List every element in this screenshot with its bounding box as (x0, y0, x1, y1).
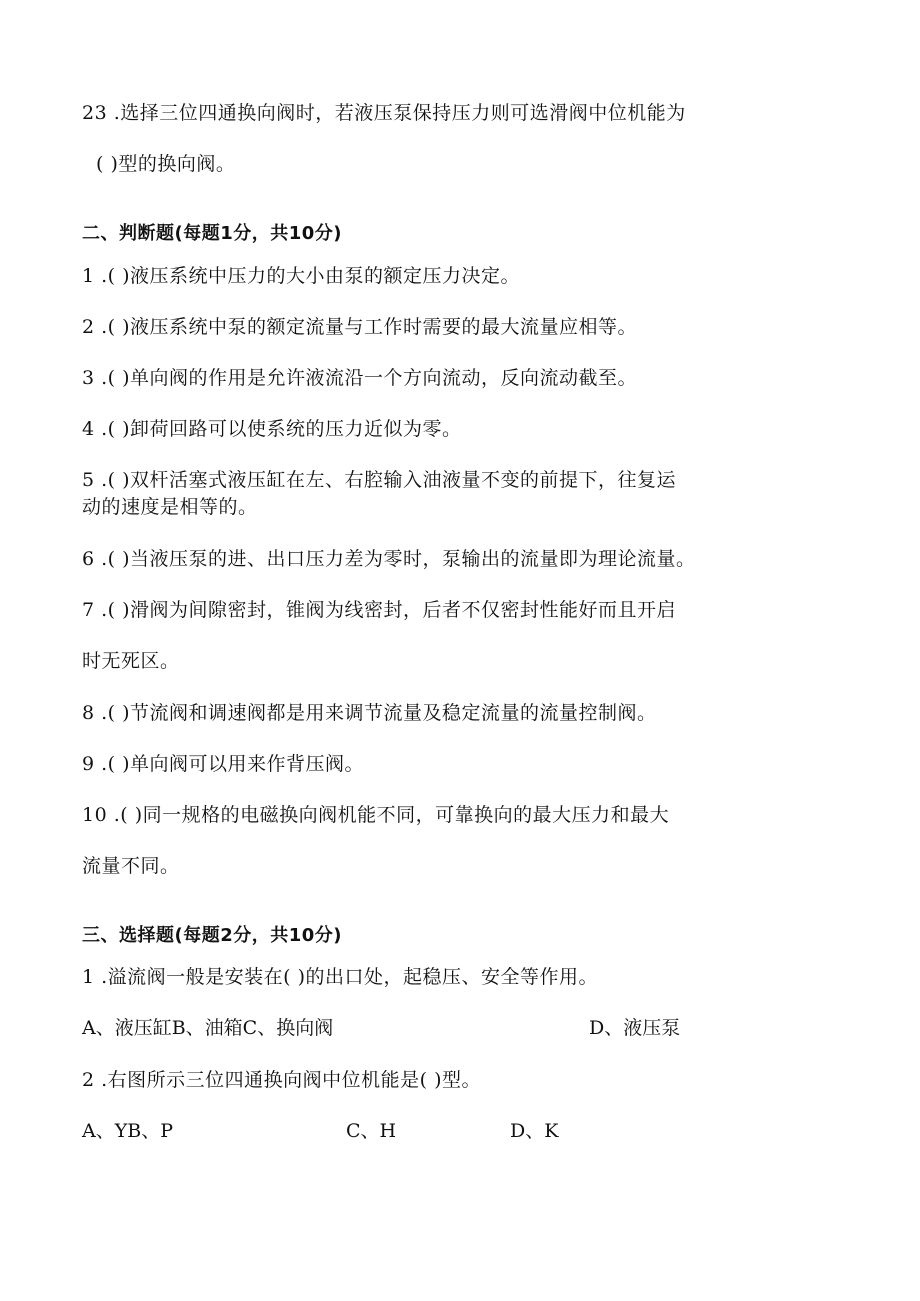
choice-q2-options-ab: A、YB、P (82, 1120, 174, 1142)
q23-line1: 23 .选择三位四通换向阀时，若液压泵保持压力则可选滑阀中位机能为 (82, 102, 686, 124)
judge-item-1: 1 .( )液压系统中压力的大小由泵的额定压力决定。 (82, 265, 521, 287)
judge-item-2: 2 .( )液压系统中泵的额定流量与工作时需要的最大流量应相等。 (82, 316, 638, 338)
choice-q1: 1 .溢流阀一般是安装在( )的出口处，起稳压、安全等作用。 (82, 966, 599, 988)
judge-item-8: 8 .( )节流阀和调速阀都是用来调节流量及稳定流量的流量控制阀。 (82, 702, 657, 724)
q23-line2: ( )型的换向阀。 (96, 153, 236, 175)
choice-q1-option-d: D、液压泵 (589, 1017, 681, 1039)
choice-q2: 2 .右图所示三位四通换向阀中位机能是( )型。 (82, 1069, 482, 1091)
judge-item-4: 4 .( )卸荷回路可以使系统的压力近似为零。 (82, 418, 462, 440)
section2-title: 二、判断题(每题1分，共10分) (82, 223, 343, 244)
judge-item-7-cont: 时无死区。 (82, 650, 180, 672)
section3-title: 三、选择题(每题2分，共10分) (82, 925, 343, 946)
judge-item-5: 5 .( )双杆活塞式液压缸在左、右腔输入油液量不变的前提下，往复运 (82, 469, 677, 491)
judge-item-6: 6 .( )当液压泵的进、出口压力差为零时，泵输出的流量即为理论流量。 (82, 548, 696, 570)
choice-q2-option-d: D、K (510, 1120, 559, 1142)
judge-item-5-cont: 动的速度是相等的。 (82, 496, 258, 518)
judge-item-7: 7 .( )滑阀为间隙密封，锥阀为线密封，后者不仅密封性能好而且开启 (82, 599, 677, 621)
choice-q1-options-abc: A、液压缸B、油箱C、换向阀 (82, 1017, 334, 1039)
judge-item-9: 9 .( )单向阀可以用来作背压阀。 (82, 753, 365, 775)
judge-item-3: 3 .( )单向阀的作用是允许液流沿一个方向流动，反向流动截至。 (82, 367, 638, 389)
judge-item-10: 10 .( )同一规格的电磁换向阀机能不同，可靠换向的最大压力和最大 (82, 804, 670, 826)
judge-item-10-cont: 流量不同。 (82, 855, 180, 877)
choice-q2-option-c: C、H (346, 1120, 397, 1142)
